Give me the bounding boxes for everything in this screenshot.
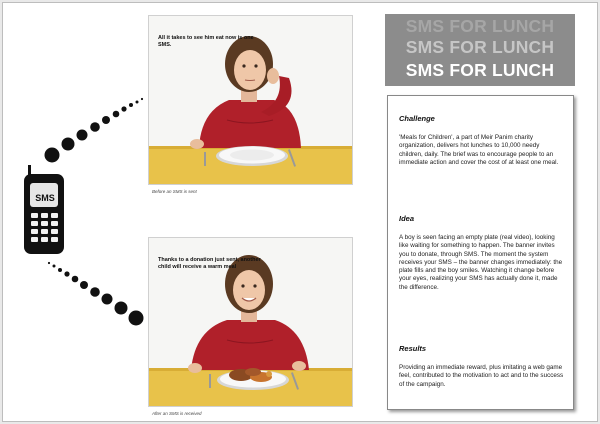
- campaign-title: SMS FOR LUNCH: [405, 60, 555, 80]
- mobile-phone-icon: [22, 165, 66, 255]
- results-heading: Results: [399, 344, 427, 353]
- banner-message: All it takes to see him eat now is one SMS.: [158, 35, 254, 48]
- challenge-heading: Challenge: [399, 114, 435, 123]
- idea-heading: Idea: [399, 214, 415, 223]
- idea-body: A boy is seen facing an empty plate (real video), looking like waiting for something to happen. The banner invites you to donate, through SMS. The moment the system receives your SMS – the banner changes immediately: the plate fills and the boy smiles. Watching it change before your eyes, realizing your SMS has actually done it, made the difference.: [399, 234, 563, 291]
- results-body: Providing an immediate reward, plus imitating a web game feel, contributed to the motivation to act and to the success of the campaign.: [399, 364, 564, 388]
- banner-message: Thanks to a donation just sent, another child will receive a warm meal: [158, 257, 261, 270]
- photo-caption: After an SMS is received: [152, 411, 202, 416]
- challenge-body: 'Meals for Children', a part of Meir Panim charity organization, delivers hot lunches to 10,000 needy children, daily. The brief was to encourage people to an immediate action and cover the cost of at least one meal.: [399, 134, 559, 166]
- challenge-section: [399, 114, 564, 167]
- before-sms-photo: [148, 15, 353, 185]
- title-echo-2: SMS FOR LUNCH: [405, 37, 555, 57]
- campaign-title-block: [385, 14, 575, 86]
- results-section: [399, 344, 564, 389]
- phone-screen-label: SMS: [35, 193, 55, 203]
- case-study-panel: [387, 95, 574, 410]
- after-sms-photo: [148, 237, 353, 407]
- title-echo-1: SMS FOR LUNCH: [405, 16, 555, 36]
- idea-section: [399, 214, 564, 292]
- photo-caption: Before an SMS is sent: [152, 189, 197, 194]
